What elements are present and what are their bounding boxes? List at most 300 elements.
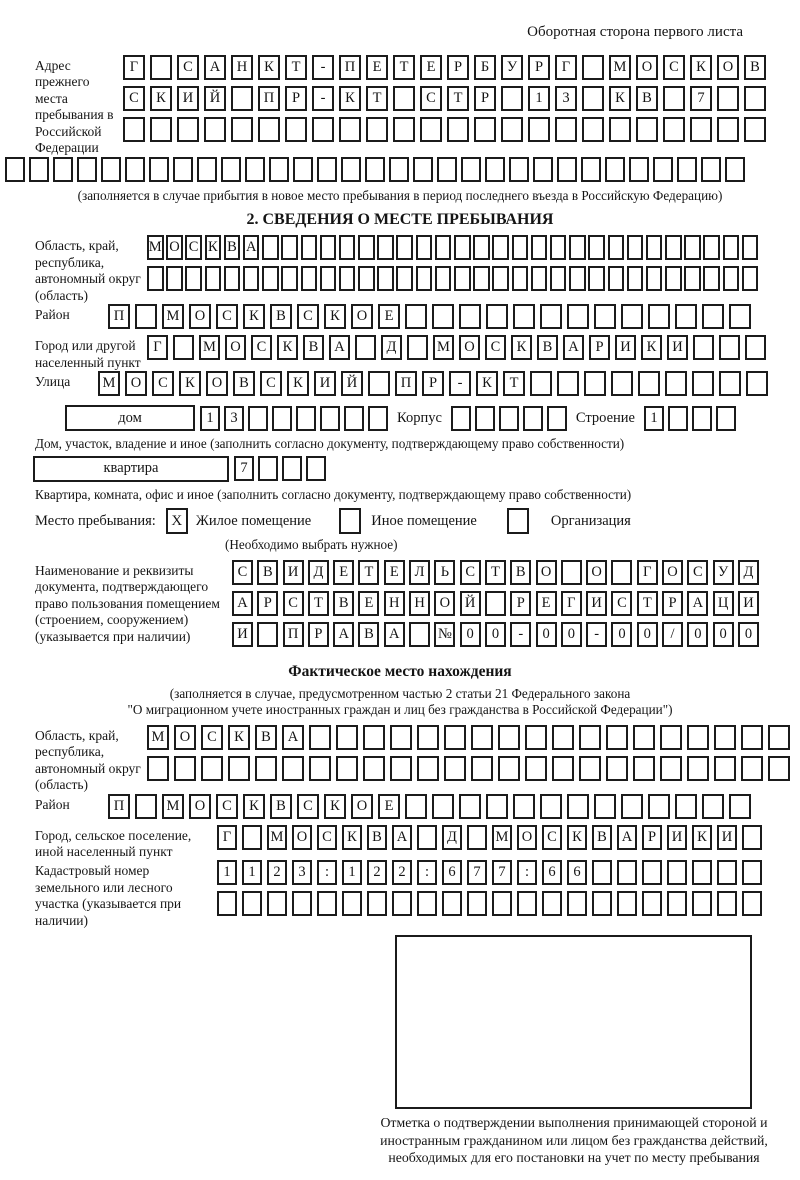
char-cell[interactable] xyxy=(498,725,520,750)
char-cell[interactable]: С xyxy=(460,560,481,585)
char-cell[interactable]: С xyxy=(317,825,337,850)
char-cell[interactable]: П xyxy=(108,794,130,819)
char-cell[interactable]: М xyxy=(609,55,631,80)
char-cell[interactable] xyxy=(269,157,289,182)
char-cell[interactable]: 2 xyxy=(367,860,387,885)
char-cell[interactable]: Т xyxy=(503,371,525,396)
char-cell[interactable] xyxy=(185,266,202,291)
char-cell[interactable] xyxy=(173,157,193,182)
char-cell[interactable] xyxy=(344,406,364,431)
char-cell[interactable]: Р xyxy=(308,622,329,647)
char-cell[interactable]: 0 xyxy=(536,622,557,647)
char-cell[interactable] xyxy=(667,891,687,916)
char-cell[interactable] xyxy=(660,756,682,781)
char-cell[interactable]: С xyxy=(216,304,238,329)
char-cell[interactable]: К xyxy=(205,235,222,260)
char-cell[interactable] xyxy=(550,235,567,260)
char-cell[interactable] xyxy=(547,406,567,431)
char-cell[interactable] xyxy=(533,157,553,182)
char-cell[interactable] xyxy=(606,756,628,781)
char-cell[interactable]: Т xyxy=(285,55,307,80)
char-cell[interactable]: С xyxy=(177,55,199,80)
char-cell[interactable] xyxy=(368,371,390,396)
char-cell[interactable]: С xyxy=(185,235,202,260)
char-cell[interactable] xyxy=(742,266,759,291)
char-cell[interactable] xyxy=(582,55,604,80)
char-cell[interactable]: А xyxy=(384,622,405,647)
char-cell[interactable]: А xyxy=(617,825,637,850)
char-cell[interactable]: 1 xyxy=(200,406,220,431)
char-cell[interactable] xyxy=(420,117,442,142)
char-cell[interactable] xyxy=(509,157,529,182)
char-cell[interactable] xyxy=(205,266,222,291)
char-cell[interactable]: К xyxy=(476,371,498,396)
char-cell[interactable]: П xyxy=(258,86,280,111)
char-cell[interactable] xyxy=(293,157,313,182)
char-cell[interactable]: Е xyxy=(384,560,405,585)
char-cell[interactable]: 6 xyxy=(542,860,562,885)
char-cell[interactable] xyxy=(492,891,512,916)
char-cell[interactable]: Н xyxy=(231,55,253,80)
char-cell[interactable] xyxy=(459,304,481,329)
char-cell[interactable] xyxy=(317,157,337,182)
char-cell[interactable]: К xyxy=(641,335,662,360)
char-cell[interactable] xyxy=(217,891,237,916)
char-cell[interactable] xyxy=(342,891,362,916)
char-cell[interactable] xyxy=(744,117,766,142)
char-cell[interactable] xyxy=(629,157,649,182)
char-cell[interactable] xyxy=(257,622,278,647)
char-cell[interactable] xyxy=(336,725,358,750)
char-cell[interactable] xyxy=(473,266,490,291)
char-cell[interactable] xyxy=(149,157,169,182)
char-cell[interactable]: И xyxy=(314,371,336,396)
char-cell[interactable]: 2 xyxy=(392,860,412,885)
char-cell[interactable] xyxy=(605,157,625,182)
char-cell[interactable] xyxy=(621,794,643,819)
char-cell[interactable]: Е xyxy=(333,560,354,585)
char-cell[interactable] xyxy=(667,860,687,885)
char-cell[interactable] xyxy=(341,157,361,182)
char-cell[interactable] xyxy=(301,235,318,260)
char-cell[interactable]: 6 xyxy=(567,860,587,885)
char-cell[interactable]: О xyxy=(206,371,228,396)
char-cell[interactable] xyxy=(665,266,682,291)
char-cell[interactable] xyxy=(336,756,358,781)
char-cell[interactable] xyxy=(405,304,427,329)
char-cell[interactable]: М xyxy=(267,825,287,850)
char-cell[interactable]: В xyxy=(270,304,292,329)
char-cell[interactable]: 0 xyxy=(687,622,708,647)
char-cell[interactable] xyxy=(528,117,550,142)
char-cell[interactable] xyxy=(693,335,714,360)
char-cell[interactable]: В xyxy=(303,335,324,360)
char-cell[interactable]: Д xyxy=(308,560,329,585)
char-cell[interactable] xyxy=(723,235,740,260)
char-cell[interactable] xyxy=(742,891,762,916)
char-cell[interactable] xyxy=(282,456,302,481)
char-cell[interactable]: - xyxy=(312,55,334,80)
char-cell[interactable] xyxy=(177,117,199,142)
char-cell[interactable] xyxy=(540,304,562,329)
char-cell[interactable]: С xyxy=(611,591,632,616)
char-cell[interactable]: Л xyxy=(409,560,430,585)
char-cell[interactable]: О xyxy=(434,591,455,616)
char-cell[interactable] xyxy=(317,891,337,916)
char-cell[interactable] xyxy=(523,406,543,431)
char-cell[interactable]: Н xyxy=(409,591,430,616)
char-cell[interactable]: Т xyxy=(393,55,415,80)
char-cell[interactable]: О xyxy=(662,560,683,585)
char-cell[interactable] xyxy=(567,304,589,329)
char-cell[interactable] xyxy=(320,406,340,431)
char-cell[interactable] xyxy=(561,560,582,585)
char-cell[interactable] xyxy=(648,304,670,329)
char-cell[interactable] xyxy=(396,266,413,291)
char-cell[interactable]: 1 xyxy=(528,86,550,111)
char-cell[interactable]: О xyxy=(636,55,658,80)
char-cell[interactable]: А xyxy=(243,235,260,260)
char-cell[interactable] xyxy=(221,157,241,182)
char-cell[interactable] xyxy=(608,266,625,291)
char-cell[interactable] xyxy=(358,235,375,260)
char-cell[interactable] xyxy=(627,235,644,260)
char-cell[interactable] xyxy=(432,794,454,819)
char-cell[interactable] xyxy=(301,266,318,291)
char-cell[interactable] xyxy=(714,756,736,781)
char-cell[interactable] xyxy=(594,304,616,329)
char-cell[interactable] xyxy=(467,891,487,916)
char-cell[interactable]: К xyxy=(342,825,362,850)
char-cell[interactable]: 7 xyxy=(234,456,254,481)
char-cell[interactable] xyxy=(617,860,637,885)
char-cell[interactable] xyxy=(417,725,439,750)
char-cell[interactable]: К xyxy=(243,304,265,329)
char-cell[interactable] xyxy=(377,266,394,291)
char-cell[interactable]: О xyxy=(292,825,312,850)
char-cell[interactable] xyxy=(642,860,662,885)
char-cell[interactable] xyxy=(627,266,644,291)
char-cell[interactable] xyxy=(588,266,605,291)
char-cell[interactable] xyxy=(717,86,739,111)
char-cell[interactable] xyxy=(339,235,356,260)
char-cell[interactable]: Г xyxy=(123,55,145,80)
char-cell[interactable] xyxy=(579,725,601,750)
char-cell[interactable] xyxy=(742,235,759,260)
char-cell[interactable]: Р xyxy=(257,591,278,616)
char-cell[interactable] xyxy=(714,725,736,750)
char-cell[interactable]: С xyxy=(232,560,253,585)
char-cell[interactable] xyxy=(729,794,751,819)
char-cell[interactable] xyxy=(525,725,547,750)
char-cell[interactable] xyxy=(53,157,73,182)
char-cell[interactable] xyxy=(588,235,605,260)
char-cell[interactable]: - xyxy=(510,622,531,647)
char-cell[interactable] xyxy=(725,157,745,182)
char-cell[interactable]: О xyxy=(125,371,147,396)
char-cell[interactable] xyxy=(611,371,633,396)
char-cell[interactable] xyxy=(285,117,307,142)
char-cell[interactable] xyxy=(557,371,579,396)
char-cell[interactable]: - xyxy=(586,622,607,647)
char-cell[interactable]: П xyxy=(283,622,304,647)
char-cell[interactable] xyxy=(242,891,262,916)
char-cell[interactable] xyxy=(201,756,223,781)
char-cell[interactable] xyxy=(582,117,604,142)
char-cell[interactable]: М xyxy=(162,794,184,819)
char-cell[interactable] xyxy=(392,891,412,916)
char-cell[interactable] xyxy=(621,304,643,329)
char-cell[interactable]: П xyxy=(395,371,417,396)
char-cell[interactable] xyxy=(512,235,529,260)
char-cell[interactable] xyxy=(471,756,493,781)
char-cell[interactable]: К xyxy=(692,825,712,850)
char-cell[interactable]: С xyxy=(663,55,685,80)
char-cell[interactable]: Е xyxy=(366,55,388,80)
char-cell[interactable] xyxy=(690,117,712,142)
char-cell[interactable] xyxy=(660,725,682,750)
char-cell[interactable] xyxy=(701,157,721,182)
char-cell[interactable] xyxy=(492,235,509,260)
char-cell[interactable]: И xyxy=(738,591,759,616)
char-cell[interactable]: И xyxy=(283,560,304,585)
char-cell[interactable]: Е xyxy=(378,794,400,819)
char-cell[interactable]: Ц xyxy=(713,591,734,616)
char-cell[interactable]: В xyxy=(255,725,277,750)
char-cell[interactable]: А xyxy=(329,335,350,360)
char-cell[interactable] xyxy=(499,406,519,431)
char-cell[interactable]: А xyxy=(232,591,253,616)
char-cell[interactable]: 0 xyxy=(611,622,632,647)
char-cell[interactable] xyxy=(642,891,662,916)
char-cell[interactable]: 1 xyxy=(644,406,664,431)
char-cell[interactable] xyxy=(703,235,720,260)
char-cell[interactable]: Г xyxy=(147,335,168,360)
char-cell[interactable] xyxy=(365,157,385,182)
char-cell[interactable] xyxy=(363,725,385,750)
char-cell[interactable]: К xyxy=(243,794,265,819)
char-cell[interactable]: С xyxy=(201,725,223,750)
checkbox-zhiloe-pomeshchenie[interactable]: X xyxy=(166,508,188,534)
char-cell[interactable] xyxy=(633,756,655,781)
char-cell[interactable]: О xyxy=(189,794,211,819)
char-cell[interactable] xyxy=(292,891,312,916)
char-cell[interactable] xyxy=(407,335,428,360)
char-cell[interactable] xyxy=(692,406,712,431)
char-cell[interactable] xyxy=(719,335,740,360)
char-cell[interactable]: / xyxy=(662,622,683,647)
char-cell[interactable] xyxy=(742,825,762,850)
char-cell[interactable] xyxy=(692,860,712,885)
char-cell[interactable] xyxy=(339,117,361,142)
char-cell[interactable] xyxy=(768,725,790,750)
char-cell[interactable] xyxy=(135,304,157,329)
char-cell[interactable]: : xyxy=(517,860,537,885)
char-cell[interactable] xyxy=(675,794,697,819)
char-cell[interactable] xyxy=(272,406,292,431)
char-cell[interactable]: Р xyxy=(422,371,444,396)
char-cell[interactable] xyxy=(692,891,712,916)
char-cell[interactable]: И xyxy=(667,825,687,850)
char-cell[interactable] xyxy=(531,235,548,260)
char-cell[interactable]: М xyxy=(147,235,164,260)
char-cell[interactable]: 7 xyxy=(467,860,487,885)
char-cell[interactable]: Р xyxy=(447,55,469,80)
char-cell[interactable]: Е xyxy=(536,591,557,616)
char-cell[interactable] xyxy=(281,235,298,260)
char-cell[interactable]: М xyxy=(147,725,169,750)
char-cell[interactable] xyxy=(173,335,194,360)
char-cell[interactable] xyxy=(513,304,535,329)
char-cell[interactable]: А xyxy=(282,725,304,750)
char-cell[interactable] xyxy=(367,891,387,916)
char-cell[interactable]: А xyxy=(333,622,354,647)
char-cell[interactable]: М xyxy=(98,371,120,396)
char-cell[interactable] xyxy=(540,794,562,819)
char-cell[interactable] xyxy=(473,235,490,260)
char-cell[interactable] xyxy=(746,371,768,396)
char-cell[interactable]: 7 xyxy=(492,860,512,885)
char-cell[interactable] xyxy=(224,266,241,291)
char-cell[interactable]: А xyxy=(204,55,226,80)
char-cell[interactable]: Г xyxy=(217,825,237,850)
char-cell[interactable] xyxy=(717,117,739,142)
char-cell[interactable] xyxy=(512,266,529,291)
char-cell[interactable] xyxy=(567,891,587,916)
char-cell[interactable]: К xyxy=(287,371,309,396)
char-cell[interactable] xyxy=(717,860,737,885)
char-cell[interactable] xyxy=(485,157,505,182)
char-cell[interactable] xyxy=(174,756,196,781)
char-cell[interactable]: В xyxy=(333,591,354,616)
char-cell[interactable]: В xyxy=(592,825,612,850)
char-cell[interactable]: : xyxy=(417,860,437,885)
char-cell[interactable]: Й xyxy=(341,371,363,396)
char-cell[interactable]: В xyxy=(257,560,278,585)
char-cell[interactable]: В xyxy=(636,86,658,111)
char-cell[interactable]: 0 xyxy=(713,622,734,647)
char-cell[interactable] xyxy=(636,117,658,142)
char-cell[interactable] xyxy=(231,86,253,111)
char-cell[interactable] xyxy=(474,117,496,142)
char-cell[interactable] xyxy=(665,371,687,396)
char-cell[interactable] xyxy=(552,725,574,750)
char-cell[interactable] xyxy=(29,157,49,182)
char-cell[interactable] xyxy=(309,756,331,781)
char-cell[interactable]: В xyxy=(358,622,379,647)
char-cell[interactable]: С xyxy=(283,591,304,616)
char-cell[interactable]: А xyxy=(392,825,412,850)
char-cell[interactable] xyxy=(355,335,376,360)
char-cell[interactable]: С xyxy=(420,86,442,111)
char-cell[interactable] xyxy=(552,756,574,781)
char-cell[interactable] xyxy=(248,406,268,431)
char-cell[interactable] xyxy=(729,304,751,329)
char-cell[interactable]: И xyxy=(717,825,737,850)
char-cell[interactable]: Р xyxy=(285,86,307,111)
char-cell[interactable] xyxy=(582,86,604,111)
char-cell[interactable]: В xyxy=(233,371,255,396)
char-cell[interactable] xyxy=(366,117,388,142)
char-cell[interactable] xyxy=(579,756,601,781)
char-cell[interactable] xyxy=(486,794,508,819)
char-cell[interactable]: О xyxy=(351,794,373,819)
char-cell[interactable] xyxy=(617,891,637,916)
char-cell[interactable] xyxy=(147,266,164,291)
char-cell[interactable]: Т xyxy=(447,86,469,111)
checkbox-organizatsiya[interactable] xyxy=(507,508,529,534)
char-cell[interactable]: : xyxy=(317,860,337,885)
char-cell[interactable]: Д xyxy=(738,560,759,585)
char-cell[interactable] xyxy=(663,117,685,142)
char-cell[interactable]: К xyxy=(277,335,298,360)
char-cell[interactable] xyxy=(393,86,415,111)
char-cell[interactable] xyxy=(608,235,625,260)
char-cell[interactable]: Е xyxy=(378,304,400,329)
char-cell[interactable]: К xyxy=(339,86,361,111)
char-cell[interactable]: О xyxy=(717,55,739,80)
char-cell[interactable] xyxy=(451,406,471,431)
char-cell[interactable]: Р xyxy=(642,825,662,850)
char-cell[interactable]: Т xyxy=(358,560,379,585)
char-cell[interactable] xyxy=(606,725,628,750)
char-cell[interactable] xyxy=(498,756,520,781)
char-cell[interactable] xyxy=(150,55,172,80)
char-cell[interactable] xyxy=(413,157,433,182)
char-cell[interactable] xyxy=(296,406,316,431)
char-cell[interactable]: В xyxy=(537,335,558,360)
char-cell[interactable]: К xyxy=(324,304,346,329)
char-cell[interactable] xyxy=(309,725,331,750)
char-cell[interactable] xyxy=(444,756,466,781)
char-cell[interactable]: 1 xyxy=(242,860,262,885)
char-cell[interactable]: С xyxy=(485,335,506,360)
char-cell[interactable] xyxy=(471,725,493,750)
char-cell[interactable]: Т xyxy=(308,591,329,616)
char-cell[interactable] xyxy=(675,304,697,329)
char-cell[interactable]: Г xyxy=(555,55,577,80)
char-cell[interactable]: Р xyxy=(662,591,683,616)
char-cell[interactable]: С xyxy=(260,371,282,396)
char-cell[interactable] xyxy=(684,235,701,260)
char-cell[interactable] xyxy=(461,157,481,182)
char-cell[interactable]: Т xyxy=(366,86,388,111)
char-cell[interactable] xyxy=(609,117,631,142)
char-cell[interactable] xyxy=(281,266,298,291)
char-cell[interactable] xyxy=(312,117,334,142)
char-cell[interactable] xyxy=(416,266,433,291)
char-cell[interactable]: В xyxy=(744,55,766,80)
char-cell[interactable] xyxy=(204,117,226,142)
char-cell[interactable] xyxy=(592,860,612,885)
char-cell[interactable] xyxy=(569,266,586,291)
char-cell[interactable] xyxy=(262,235,279,260)
char-cell[interactable] xyxy=(417,825,437,850)
char-cell[interactable] xyxy=(702,304,724,329)
char-cell[interactable] xyxy=(542,891,562,916)
char-cell[interactable] xyxy=(405,794,427,819)
char-cell[interactable]: 0 xyxy=(485,622,506,647)
char-cell[interactable] xyxy=(339,266,356,291)
char-cell[interactable]: Ь xyxy=(434,560,455,585)
char-cell[interactable]: - xyxy=(312,86,334,111)
char-cell[interactable] xyxy=(687,756,709,781)
dom-field[interactable]: дом xyxy=(65,405,195,431)
char-cell[interactable] xyxy=(442,891,462,916)
char-cell[interactable] xyxy=(567,794,589,819)
char-cell[interactable]: Г xyxy=(561,591,582,616)
char-cell[interactable]: К xyxy=(179,371,201,396)
